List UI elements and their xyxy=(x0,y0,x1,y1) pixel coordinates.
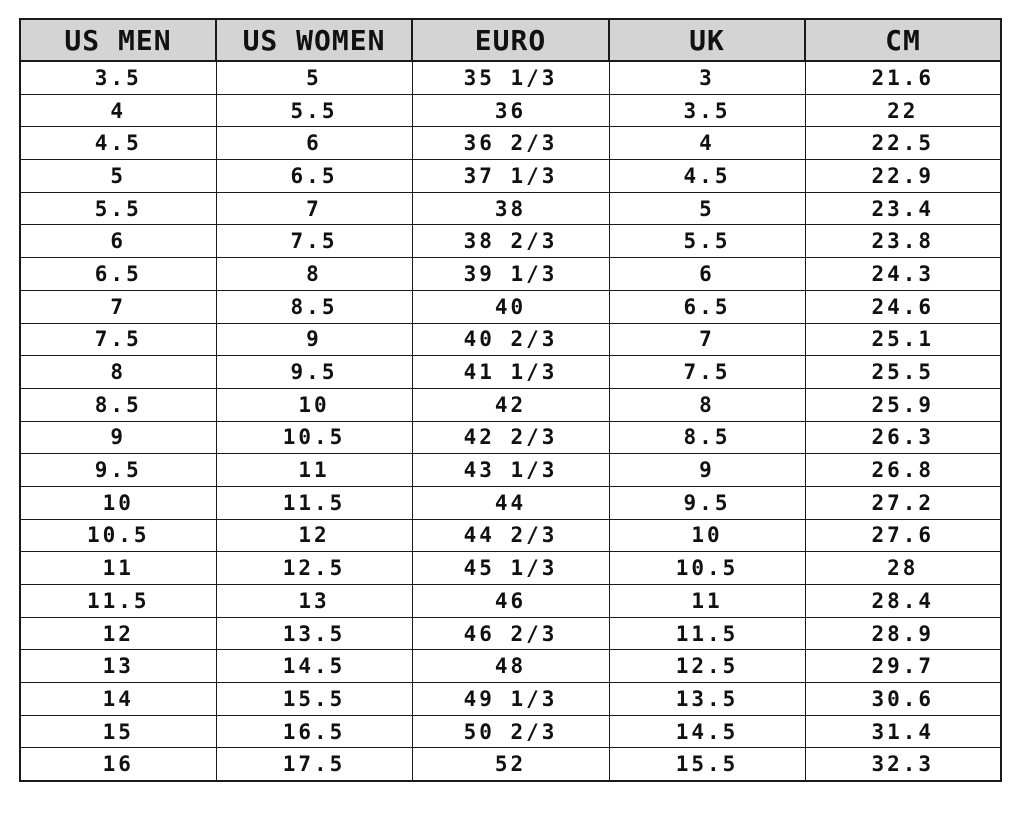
uk-cell: 14.5 xyxy=(609,715,805,748)
cm-cell: 30.6 xyxy=(805,683,1001,716)
column-header-cm: CM xyxy=(805,19,1001,61)
cm-cell: 26.8 xyxy=(805,454,1001,487)
column-header-us-men: US MEN xyxy=(20,19,216,61)
cm-cell: 24.6 xyxy=(805,290,1001,323)
uk-cell: 11 xyxy=(609,585,805,618)
us-men-cell: 6.5 xyxy=(20,258,216,291)
uk-cell: 4.5 xyxy=(609,160,805,193)
column-header-uk: UK xyxy=(609,19,805,61)
cm-cell: 25.5 xyxy=(805,356,1001,389)
euro-cell: 40 2/3 xyxy=(412,323,609,356)
euro-cell: 50 2/3 xyxy=(412,715,609,748)
uk-cell: 5.5 xyxy=(609,225,805,258)
cm-cell: 22 xyxy=(805,94,1001,127)
us-women-cell: 5 xyxy=(216,61,412,94)
us-women-cell: 6 xyxy=(216,127,412,160)
euro-cell: 44 xyxy=(412,486,609,519)
us-women-cell: 12.5 xyxy=(216,552,412,585)
table-row xyxy=(20,388,1001,421)
us-women-cell: 7 xyxy=(216,192,412,225)
table-row xyxy=(20,683,1001,716)
table-row xyxy=(20,323,1001,356)
uk-cell: 8 xyxy=(609,388,805,421)
cm-cell: 27.2 xyxy=(805,486,1001,519)
euro-cell: 46 2/3 xyxy=(412,617,609,650)
uk-cell: 13.5 xyxy=(609,683,805,716)
euro-cell: 41 1/3 xyxy=(412,356,609,389)
uk-cell: 3.5 xyxy=(609,94,805,127)
table-row xyxy=(20,486,1001,519)
euro-cell: 52 xyxy=(412,748,609,781)
table-row xyxy=(20,454,1001,487)
euro-cell: 38 xyxy=(412,192,609,225)
cm-cell: 28.4 xyxy=(805,585,1001,618)
table-row xyxy=(20,225,1001,258)
euro-cell: 40 xyxy=(412,290,609,323)
table-row xyxy=(20,290,1001,323)
table-row xyxy=(20,519,1001,552)
us-men-cell: 11 xyxy=(20,552,216,585)
uk-cell: 11.5 xyxy=(609,617,805,650)
cm-cell: 21.6 xyxy=(805,61,1001,94)
euro-cell: 36 2/3 xyxy=(412,127,609,160)
cm-cell: 27.6 xyxy=(805,519,1001,552)
us-women-cell: 13.5 xyxy=(216,617,412,650)
us-women-cell: 9.5 xyxy=(216,356,412,389)
table-row xyxy=(20,748,1001,781)
table-row xyxy=(20,61,1001,94)
cm-cell: 31.4 xyxy=(805,715,1001,748)
table-row xyxy=(20,94,1001,127)
uk-cell: 7.5 xyxy=(609,356,805,389)
us-men-cell: 3.5 xyxy=(20,61,216,94)
us-men-cell: 11.5 xyxy=(20,585,216,618)
cm-cell: 26.3 xyxy=(805,421,1001,454)
table-row xyxy=(20,617,1001,650)
us-men-cell: 10 xyxy=(20,486,216,519)
us-women-cell: 9 xyxy=(216,323,412,356)
us-men-cell: 8.5 xyxy=(20,388,216,421)
us-men-cell: 9 xyxy=(20,421,216,454)
table-row xyxy=(20,650,1001,683)
euro-cell: 39 1/3 xyxy=(412,258,609,291)
us-men-cell: 7 xyxy=(20,290,216,323)
table-row xyxy=(20,192,1001,225)
us-men-cell: 15 xyxy=(20,715,216,748)
uk-cell: 6 xyxy=(609,258,805,291)
table-row xyxy=(20,552,1001,585)
euro-cell: 42 2/3 xyxy=(412,421,609,454)
uk-cell: 6.5 xyxy=(609,290,805,323)
cm-cell: 28.9 xyxy=(805,617,1001,650)
euro-cell: 46 xyxy=(412,585,609,618)
us-women-cell: 17.5 xyxy=(216,748,412,781)
us-women-cell: 16.5 xyxy=(216,715,412,748)
euro-cell: 42 xyxy=(412,388,609,421)
cm-cell: 24.3 xyxy=(805,258,1001,291)
euro-cell: 48 xyxy=(412,650,609,683)
uk-cell: 9.5 xyxy=(609,486,805,519)
cm-cell: 25.9 xyxy=(805,388,1001,421)
us-men-cell: 10.5 xyxy=(20,519,216,552)
table-row xyxy=(20,356,1001,389)
us-men-cell: 5 xyxy=(20,160,216,193)
uk-cell: 12.5 xyxy=(609,650,805,683)
cm-cell: 23.8 xyxy=(805,225,1001,258)
euro-cell: 49 1/3 xyxy=(412,683,609,716)
cm-cell: 32.3 xyxy=(805,748,1001,781)
cm-cell: 25.1 xyxy=(805,323,1001,356)
uk-cell: 8.5 xyxy=(609,421,805,454)
uk-cell: 10 xyxy=(609,519,805,552)
us-women-cell: 6.5 xyxy=(216,160,412,193)
cm-cell: 23.4 xyxy=(805,192,1001,225)
euro-cell: 45 1/3 xyxy=(412,552,609,585)
table-row xyxy=(20,715,1001,748)
header-row xyxy=(20,19,1001,61)
column-header-us-women: US WOMEN xyxy=(216,19,412,61)
uk-cell: 5 xyxy=(609,192,805,225)
euro-cell: 37 1/3 xyxy=(412,160,609,193)
size-chart-body xyxy=(20,61,1001,781)
uk-cell: 3 xyxy=(609,61,805,94)
us-men-cell: 16 xyxy=(20,748,216,781)
cm-cell: 28 xyxy=(805,552,1001,585)
cm-cell: 22.5 xyxy=(805,127,1001,160)
us-women-cell: 13 xyxy=(216,585,412,618)
us-men-cell: 7.5 xyxy=(20,323,216,356)
euro-cell: 38 2/3 xyxy=(412,225,609,258)
table-row xyxy=(20,258,1001,291)
us-men-cell: 14 xyxy=(20,683,216,716)
us-women-cell: 8.5 xyxy=(216,290,412,323)
us-men-cell: 6 xyxy=(20,225,216,258)
us-men-cell: 5.5 xyxy=(20,192,216,225)
us-women-cell: 7.5 xyxy=(216,225,412,258)
us-men-cell: 13 xyxy=(20,650,216,683)
us-women-cell: 15.5 xyxy=(216,683,412,716)
us-women-cell: 11 xyxy=(216,454,412,487)
shoe-size-chart xyxy=(19,18,1002,782)
cm-cell: 29.7 xyxy=(805,650,1001,683)
uk-cell: 4 xyxy=(609,127,805,160)
us-women-cell: 14.5 xyxy=(216,650,412,683)
column-header-euro: EURO xyxy=(412,19,609,61)
us-men-cell: 9.5 xyxy=(20,454,216,487)
us-men-cell: 4 xyxy=(20,94,216,127)
cm-cell: 22.9 xyxy=(805,160,1001,193)
uk-cell: 15.5 xyxy=(609,748,805,781)
us-women-cell: 10.5 xyxy=(216,421,412,454)
uk-cell: 7 xyxy=(609,323,805,356)
euro-cell: 35 1/3 xyxy=(412,61,609,94)
uk-cell: 9 xyxy=(609,454,805,487)
us-men-cell: 4.5 xyxy=(20,127,216,160)
table-row xyxy=(20,585,1001,618)
size-chart-header xyxy=(20,19,1001,61)
table-row xyxy=(20,421,1001,454)
table-row xyxy=(20,127,1001,160)
us-women-cell: 5.5 xyxy=(216,94,412,127)
us-men-cell: 8 xyxy=(20,356,216,389)
uk-cell: 10.5 xyxy=(609,552,805,585)
us-women-cell: 12 xyxy=(216,519,412,552)
us-women-cell: 11.5 xyxy=(216,486,412,519)
table-row xyxy=(20,160,1001,193)
euro-cell: 44 2/3 xyxy=(412,519,609,552)
euro-cell: 36 xyxy=(412,94,609,127)
euro-cell: 43 1/3 xyxy=(412,454,609,487)
us-men-cell: 12 xyxy=(20,617,216,650)
us-women-cell: 8 xyxy=(216,258,412,291)
us-women-cell: 10 xyxy=(216,388,412,421)
